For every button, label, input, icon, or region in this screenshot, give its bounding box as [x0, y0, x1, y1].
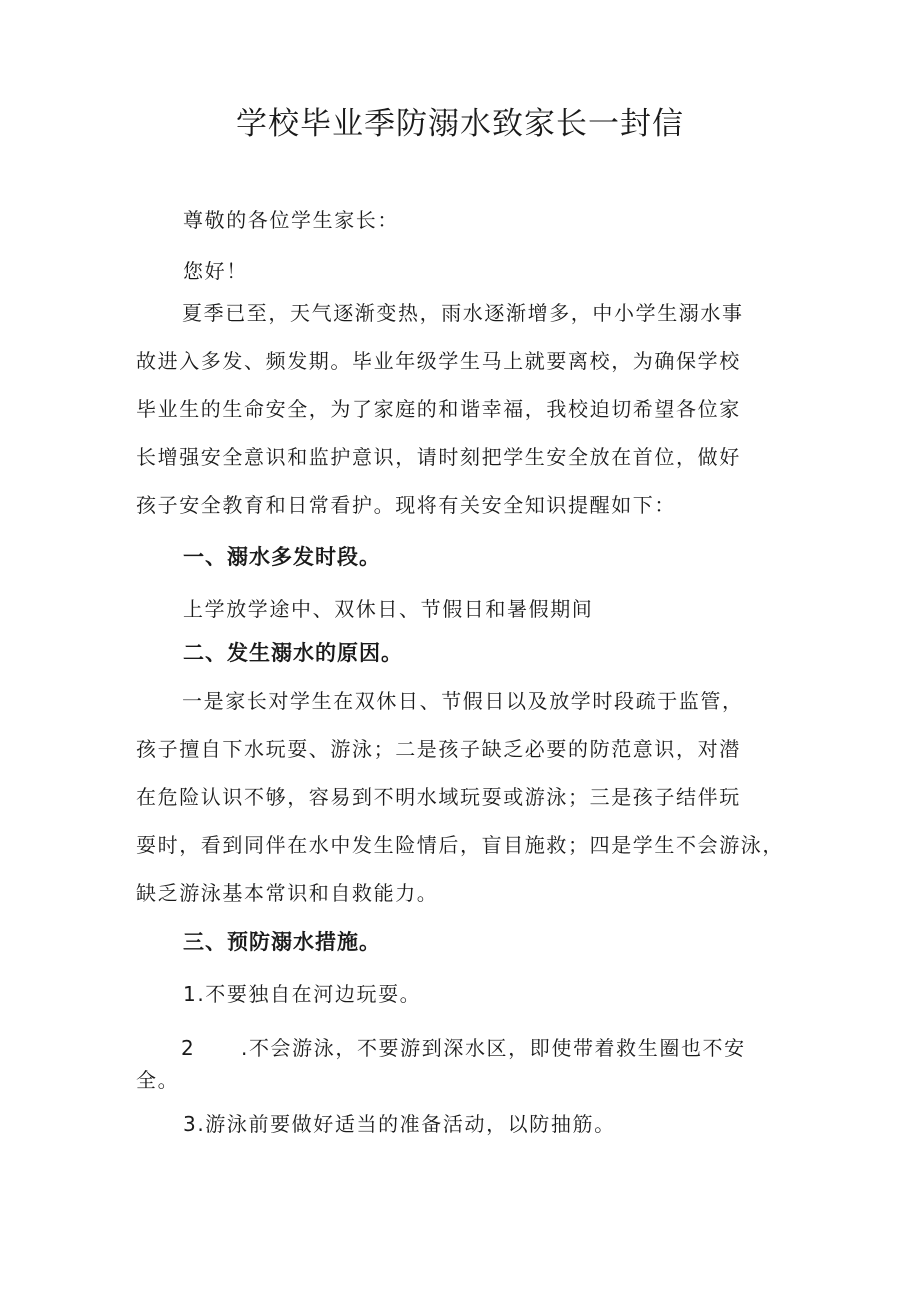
section-heading-3: 三、预防溺水措施。: [183, 930, 381, 954]
section-2-paragraph: [136, 677, 796, 917]
list-item-number: 3: [183, 1112, 198, 1136]
list-item: [181, 1032, 841, 1061]
list-item-text: .不会游泳，不要游到深水区，即使带着救生圈也不安: [241, 1036, 746, 1060]
intro-line: 故进入多发、频发期。毕业年级学生马上就要离校，为确保学校: [136, 349, 741, 373]
section-heading-2: 二、发生溺水的原因。: [183, 641, 403, 665]
section-2-line: 一是家长对学生在双休日、节假日以及放学时段疏于监管，: [182, 689, 744, 713]
section-2-line: 在危险认识不够，容易到不明水域玩耍或游泳；三是孩子结伴玩: [136, 785, 741, 809]
document-title: 学校毕业季防溺水致家长一封信: [236, 106, 684, 142]
section-2-line: 孩子擅自下水玩耍、游泳；二是孩子缺乏必要的防范意识，对潜: [136, 737, 741, 761]
list-item-number: 2: [181, 1036, 196, 1060]
list-item-text: .不要独自在河边玩耍。: [197, 982, 422, 1006]
intro-line: 毕业生的生命安全，为了家庭的和谐幸福，我校迫切希望各位家: [136, 397, 741, 421]
list-item-number: 1: [183, 982, 198, 1006]
list-item-text: .游泳前要做好适当的准备活动，以防抽筋。: [197, 1112, 616, 1136]
section-1-text: 上学放学途中、双休日、节假日和暑假期间: [183, 597, 594, 621]
list-item-wrap: 全。: [136, 1068, 180, 1092]
section-2-line: 缺乏游泳基本常识和自救能力。: [136, 881, 439, 905]
intro-line: 夏季已至，天气逐渐变热，雨水逐渐增多，中小学生溺水事: [182, 301, 744, 325]
section-2-line: 耍时，看到同伴在水中发生险情后，盲目施救；四是学生不会游泳，: [136, 833, 784, 857]
salutation: 尊敬的各位学生家长：: [183, 208, 399, 232]
intro-line: 孩子安全教育和日常看护。现将有关安全知识提醒如下：: [136, 493, 676, 517]
greeting: 您好！: [183, 259, 248, 283]
intro-paragraph: [136, 289, 796, 529]
section-heading-1: 一、溺水多发时段。: [183, 545, 381, 569]
intro-line: 长增强安全意识和监护意识，请时刻把学生安全放在首位，做好: [136, 445, 741, 469]
list-item: [183, 978, 843, 1007]
list-item: [183, 1108, 843, 1137]
